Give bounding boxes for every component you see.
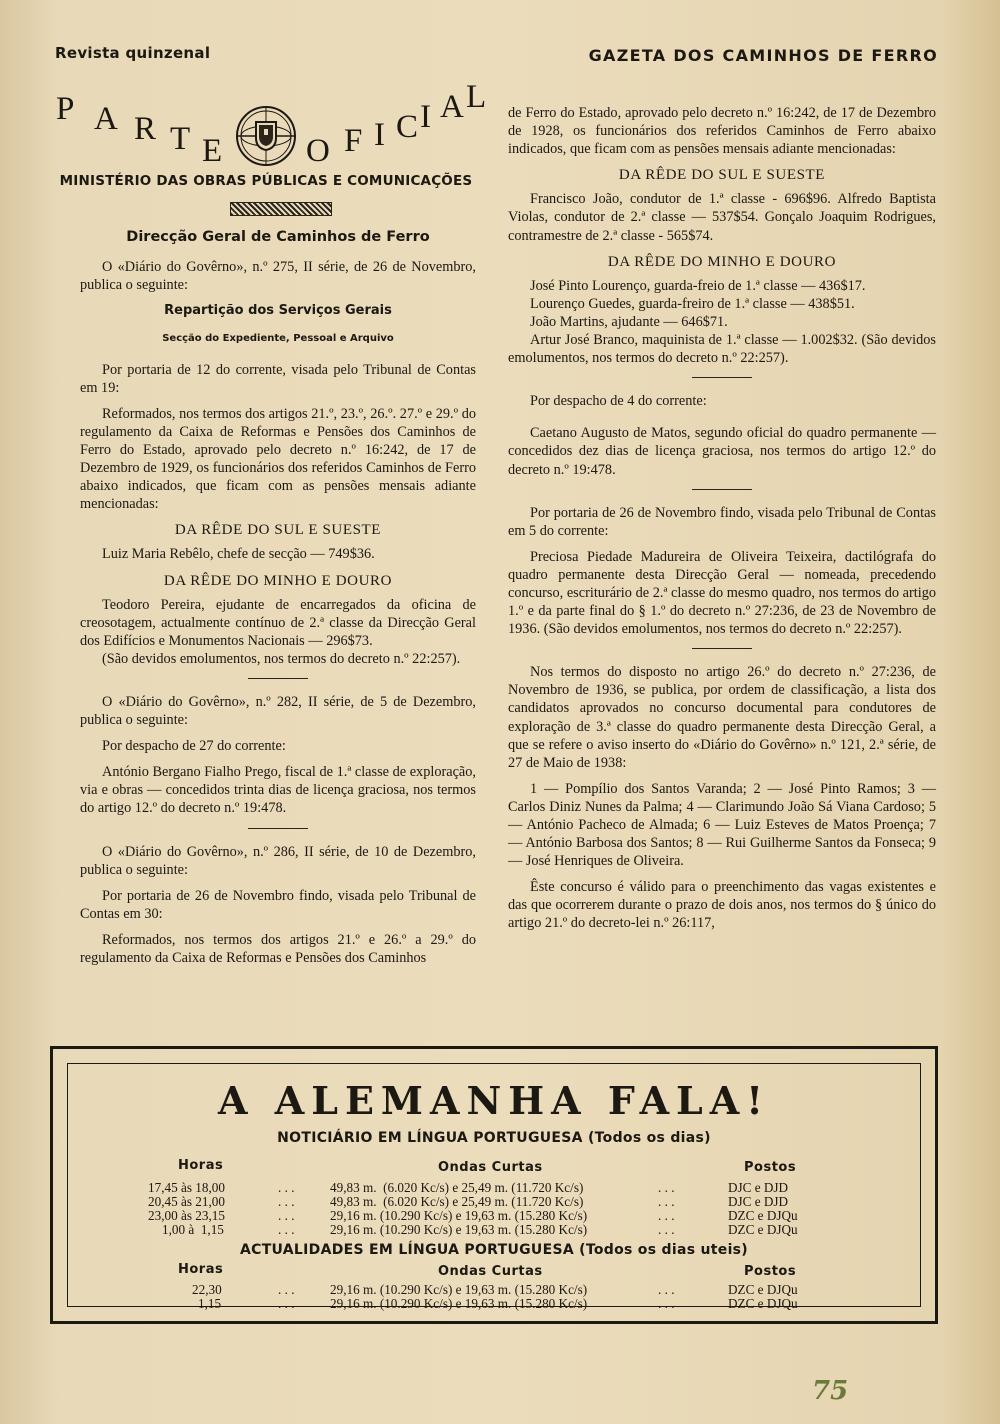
masthead-letter: L bbox=[466, 79, 495, 115]
paragraph: O «Diário do Govêrno», n.º 275, II série, de 26 de Novembro, publica o seguinte: bbox=[80, 259, 476, 294]
schedule-frequencies: 49,83 m. (6.020 Kc/s) e 25,49 m. (11.720 Kc/s) bbox=[330, 1194, 584, 1209]
paragraph: Reformados, nos termos dos artigos 21.º e 26.º a 29.º do regulamento da Caixa de Reformas e Pensões dos Caminhos bbox=[80, 931, 476, 966]
masthead-letter: T bbox=[170, 121, 199, 157]
ad-title: A ALEMANHA FALA! bbox=[218, 1078, 770, 1123]
masthead-letter: E bbox=[202, 133, 231, 169]
leader-dots: . . . bbox=[278, 1296, 295, 1311]
schedule-stations: DJC e DJD bbox=[728, 1180, 789, 1195]
schedule-frequencies: 29,16 m. (10.290 Kc/s) e 19,63 m. (15.280 Kc/s) bbox=[330, 1208, 588, 1223]
schedule-row bbox=[68, 1282, 920, 1296]
schedule-frequencies: 29,16 m. (10.290 Kc/s) e 19,63 m. (15.280 Kc/s) bbox=[330, 1296, 588, 1311]
separator-rule bbox=[248, 828, 308, 829]
schedule-row bbox=[68, 1208, 920, 1222]
subheading: DA RÊDE DO MINHO E DOURO bbox=[163, 572, 393, 589]
ad-header-ondas: Ondas Curtas bbox=[438, 1160, 543, 1175]
left-column bbox=[56, 79, 495, 975]
leader-dots: . . . bbox=[658, 1194, 675, 1209]
advertisement-box bbox=[50, 1046, 938, 1324]
paragraph: Francisco João, condutor de 1.ª classe - 696$96. Alfredo Baptista Violas, condutor de 2.ª classe — 537$54. Gonçalo Joaquim Rodrigues, contramestre de 2.ª classe - 565$74. bbox=[508, 191, 936, 244]
section-heading: Secção do Expediente, Pessoal e Arquivo bbox=[162, 333, 394, 345]
right-column bbox=[508, 104, 936, 941]
paragraph: de Ferro do Estado, aprovado pelo decreto n.º 16:242, de 17 de Dezembro de 1928, os funcionários dos referidos Caminhos de Ferro abaixo indicados, que ficam com as pensões mensais adiante mencionadas: bbox=[508, 105, 936, 158]
paragraph: Por portaria de 26 de Novembro findo, visada pelo Tribunal de Contas em 30: bbox=[80, 887, 476, 922]
schedule-hours: 20,45 às 21,00 bbox=[148, 1194, 225, 1209]
separator-rule bbox=[692, 648, 752, 649]
hatched-divider bbox=[230, 202, 332, 216]
list-item: João Martins, ajudante — 646$71. bbox=[530, 313, 728, 330]
portuguese-coat-of-arms-icon bbox=[234, 104, 298, 168]
masthead-letter: A bbox=[94, 101, 126, 137]
paragraph: Preciosa Piedade Madureira de Oliveira Teixeira, dactilógrafa do quadro permanente desta Direcção Geral — nomeada, precedendo concurso, escriturário de 2.ª classe do mesmo quadro, nos termos do artigo 1.º e da parte final do § 1.º do decreto n.º 27:236, de 23 de Novembro de 1936. (São devidos emolumentos, nos termos do decreto n.º 22:257). bbox=[508, 548, 936, 638]
masthead-letter: A bbox=[440, 89, 472, 125]
ministry-heading: MINISTÉRIO DAS OBRAS PÚBLICAS E COMUNICAÇÕES bbox=[59, 173, 473, 189]
schedule-row bbox=[68, 1222, 920, 1236]
paragraph: António Bergano Fialho Prego, fiscal de 1.ª classe de exploração, via e obras — concedidos trinta dias de licença graciosa, nos termos do artigo 12.º do decreto n.º 19:478. bbox=[80, 764, 476, 817]
schedule-row bbox=[68, 1296, 920, 1310]
masthead-letter: I bbox=[374, 117, 393, 153]
paragraph: Por despacho de 27 do corrente: bbox=[102, 738, 286, 755]
ad-subtitle: NOTICIÁRIO EM LÍNGUA PORTUGUESA (Todos os dias) bbox=[277, 1130, 711, 1146]
schedule-hours: 1,00 à 1,15 bbox=[162, 1222, 224, 1237]
schedule-hours: 1,15 bbox=[198, 1296, 222, 1311]
schedule-row bbox=[68, 1194, 920, 1208]
paragraph: Nos termos do disposto no artigo 26.º do decreto n.º 27:236, de Novembro de 1936, se publica, por ordem de classificação, a lista dos candidatos aprovados no concurso documental para condutores de exploração de 3.ª classe do quadro permanente desta Direcção Geral, a que se refere o aviso inserto do «Diário do Govêrno» n.º 121, 2.ª série, de 27 de Maio de 1938: bbox=[508, 664, 936, 771]
schedule-hours: 23,00 às 23,15 bbox=[148, 1208, 225, 1223]
ad-header-postos: Postos bbox=[744, 1160, 797, 1175]
leader-dots: . . . bbox=[658, 1282, 675, 1297]
ad-subtitle: ACTUALIDADES EM LÍNGUA PORTUGUESA (Todos os dias uteis) bbox=[240, 1242, 748, 1258]
masthead-letter: C bbox=[396, 109, 427, 145]
ad-header-postos: Postos bbox=[744, 1264, 797, 1279]
schedule-hours: 22,30 bbox=[192, 1282, 222, 1297]
page-number: 75 bbox=[812, 1376, 849, 1406]
leader-dots: . . . bbox=[658, 1180, 675, 1195]
paragraph: Por portaria de 26 de Novembro findo, visada pelo Tribunal de Contas em 5 do corrente: bbox=[508, 504, 936, 539]
leader-dots: . . . bbox=[658, 1208, 675, 1223]
masthead-letter: R bbox=[134, 111, 165, 147]
leader-dots: . . . bbox=[278, 1208, 295, 1223]
schedule-frequencies: 49,83 m. (6.020 Kc/s) e 25,49 m. (11.720 Kc/s) bbox=[330, 1180, 584, 1195]
paragraph: Por despacho de 4 do corrente: bbox=[530, 393, 707, 410]
paragraph: Reformados, nos termos dos artigos 21.º, 23.º, 26.º. 27.º e 29.º do regulamento da Caixa de Reformas e Pensões dos Caminhos de Ferro do Estado, aprovado pelo decreto n.º 16:242, de 17 de Dezembro de 1929, os funcionários dos referidos Caminhos de Ferro abaixo indicados, que ficam com as pensões mensais adiante mencionadas: bbox=[80, 405, 476, 513]
masthead-letter: F bbox=[344, 123, 371, 159]
paragraph: (São devidos emolumentos, nos termos do decreto n.º 22:257). bbox=[102, 650, 461, 667]
subheading: DA RÊDE DO MINHO E DOURO bbox=[607, 253, 837, 270]
leader-dots: . . . bbox=[278, 1222, 295, 1237]
schedule-row bbox=[68, 1180, 920, 1194]
schedule-frequencies: 29,16 m. (10.290 Kc/s) e 19,63 m. (15.280 Kc/s) bbox=[330, 1282, 588, 1297]
leader-dots: . . . bbox=[278, 1180, 295, 1195]
paragraph: Teodoro Pereira, ejudante de encarregados da oficina de creosotagem, actualmente contínuo de 2.ª classe da Direcção Geral dos Edifícios e Monumentos Nacionais — 296$73. bbox=[80, 596, 476, 649]
running-header-left: Revista quinzenal bbox=[55, 44, 211, 62]
schedule-stations: DZC e DJQu bbox=[728, 1222, 798, 1237]
running-header-right: GAZETA DOS CAMINHOS DE FERRO bbox=[588, 46, 938, 65]
list-item: Lourenço Guedes, guarda-freiro de 1.ª classe — 438$51. bbox=[530, 295, 855, 312]
paragraph: Caetano Augusto de Matos, segundo oficial do quadro permanente — concedidos dez dias de licença graciosa, nos termos do artigo 12.º do decreto n.º 19:478. bbox=[508, 425, 936, 478]
paragraph: Êste concurso é válido para o preenchimento das vagas existentes e das que ocorrerem durante o prazo de dois anos, nos termos do § único do artigo 21.º do decreto-lei n.º 26:117, bbox=[508, 879, 936, 932]
schedule-hours: 17,45 às 18,00 bbox=[148, 1180, 225, 1195]
list-item: José Pinto Lourenço, guarda-freio de 1.ª classe — 436$17. bbox=[530, 277, 866, 294]
repartition-heading: Repartição dos Serviços Gerais bbox=[164, 303, 392, 319]
leader-dots: . . . bbox=[658, 1296, 675, 1311]
advertisement-inner-frame bbox=[67, 1063, 921, 1311]
paragraph: 1 — Pompílio dos Santos Varanda; 2 — José Pinto Ramos; 3 — Carlos Diniz Nunes da Palma; 4 — Clarimundo João Sá Viana Cardoso; 5 — António Pacheco de Almada; 6 — Luiz Esteves de Matos Proença; 7 — António Barbosa dos Santos; 8 — Rui Guilherme Santos da Fonseca; 9 — José Henriques de Oliveira. bbox=[508, 780, 936, 870]
direction-heading: Direcção Geral de Caminhos de Ferro bbox=[126, 229, 430, 246]
paragraph: O «Diário do Govêrno», n.º 286, II série, de 10 de Dezembro, publica o seguinte: bbox=[80, 843, 476, 878]
ad-header-ondas: Ondas Curtas bbox=[438, 1264, 543, 1279]
masthead-letter: O bbox=[306, 133, 338, 169]
ad-header-horas: Horas bbox=[178, 1262, 224, 1277]
separator-rule bbox=[692, 377, 752, 378]
schedule-stations: DJC e DJD bbox=[728, 1194, 789, 1209]
masthead-letter: P bbox=[56, 91, 83, 127]
separator-rule bbox=[692, 489, 752, 490]
masthead-parte-oficial bbox=[56, 79, 495, 178]
schedule-stations: DZC e DJQu bbox=[728, 1296, 798, 1311]
paragraph: O «Diário do Govêrno», n.º 282, II série, de 5 de Dezembro, publica o seguinte: bbox=[80, 693, 476, 729]
schedule-stations: DZC e DJQu bbox=[728, 1208, 798, 1223]
subheading: DA RÊDE DO SUL E SUESTE bbox=[618, 167, 826, 184]
paragraph: Por portaria de 12 do corrente, visada pelo Tribunal de Contas em 19: bbox=[80, 361, 476, 396]
schedule-stations: DZC e DJQu bbox=[728, 1282, 798, 1297]
ad-header-horas: Horas bbox=[178, 1158, 224, 1173]
list-item: Artur José Branco, maquinista de 1.ª classe — 1.002$32. (São devidos emolumentos, nos termos do decreto n.º 22:257). bbox=[508, 332, 936, 367]
schedule-frequencies: 29,16 m. (10.290 Kc/s) e 19,63 m. (15.280 Kc/s) bbox=[330, 1222, 588, 1237]
leader-dots: . . . bbox=[278, 1194, 295, 1209]
leader-dots: . . . bbox=[658, 1222, 675, 1237]
paragraph: Luiz Maria Rebêlo, chefe de secção — 749$36. bbox=[102, 546, 375, 563]
separator-rule bbox=[248, 678, 308, 679]
subheading: DA RÊDE DO SUL E SUESTE bbox=[174, 522, 382, 539]
masthead-letter: I bbox=[420, 99, 439, 135]
leader-dots: . . . bbox=[278, 1282, 295, 1297]
